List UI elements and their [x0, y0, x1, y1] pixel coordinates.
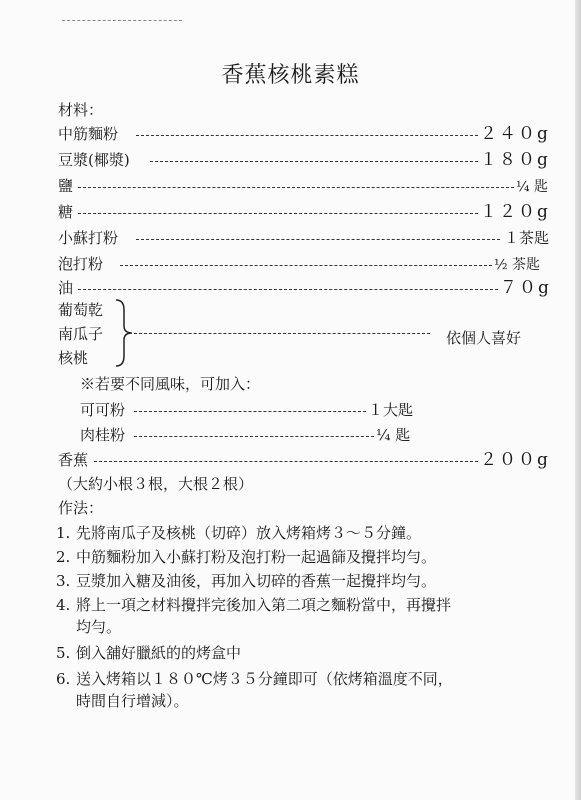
- ingredient-name: 泡打粉: [58, 255, 104, 273]
- optional-note: 依個人喜好: [446, 329, 522, 347]
- leader-line: [78, 213, 478, 214]
- step-text: 中筋麵粉加入小蘇打粉及泡打粉一起過篩及攪拌均勻。: [76, 548, 437, 566]
- ingredient-amount: ¼ 匙: [516, 179, 549, 195]
- method-step: [56, 570, 561, 592]
- paper-edge: [575, 0, 581, 800]
- materials-heading: 材料：: [58, 101, 104, 119]
- leader-line: [150, 161, 478, 162]
- method-heading: 作法：: [58, 499, 104, 517]
- ingredient-name: 小蘇打粉: [58, 229, 119, 247]
- brace-icon: [112, 298, 134, 368]
- step-text: 豆漿加入糖及油後，再加入切碎的香蕉一起攪拌均勻。: [76, 572, 437, 590]
- ingredient-name: 中筋麵粉: [58, 125, 119, 143]
- ingredient-amount: ２４０g: [480, 124, 550, 144]
- method-step: [56, 546, 561, 568]
- ingredient-name: 油: [58, 279, 74, 297]
- ingredient-amount: ７０g: [500, 278, 551, 298]
- step-text: 送入烤箱以１８０℃烤３５分鐘即可（依烤箱溫度不同，: [76, 670, 453, 688]
- step-text: 先將南瓜子及核桃（切碎）放入烤箱烤３～５分鐘。: [76, 524, 422, 542]
- step-number: 5.: [56, 644, 71, 662]
- step-text: 倒入舖好臘紙的的烤盒中: [76, 644, 242, 662]
- optional-item: 南瓜子: [58, 325, 104, 343]
- banana-name: 香蕉: [58, 451, 89, 469]
- ingredient-name: 豆漿(椰漿): [58, 151, 130, 169]
- leader-line: [78, 289, 498, 290]
- step-text-continued: 時間自行增減）。: [76, 692, 189, 710]
- leader-line: [134, 333, 430, 334]
- recipe-title: 香蕉核桃素糕: [221, 63, 360, 88]
- flavor-item-name: 肉桂粉: [80, 426, 126, 444]
- ingredient-amount: １８０g: [480, 150, 550, 170]
- step-text: 將上一項之材料攪拌完後加入第二項之麵粉當中，再攪拌: [76, 596, 452, 614]
- method-step: [56, 522, 561, 544]
- leader-line: [134, 436, 374, 437]
- method-step: [56, 642, 561, 664]
- ingredient-amount: ½ 茶匙: [494, 257, 541, 273]
- flavor-item-amount: ¼ 匙: [376, 426, 411, 444]
- flavor-item-name: 可可粉: [80, 401, 126, 419]
- ingredient-name: 糖: [58, 203, 74, 221]
- leader-line: [94, 461, 478, 462]
- step-text-continued: 均勻。: [76, 618, 122, 636]
- leader-line: [120, 265, 492, 266]
- step-number: 4.: [56, 596, 71, 614]
- banana-note: （大約小根３根，大根２根）: [58, 475, 254, 493]
- leader-line: [134, 411, 366, 412]
- method-step: [56, 594, 561, 638]
- ingredient-name: 鹽: [58, 177, 74, 195]
- optional-item: 葡萄乾: [58, 301, 104, 319]
- step-number: 1.: [56, 524, 71, 542]
- step-number: 2.: [56, 548, 71, 566]
- step-number: 3.: [56, 572, 71, 590]
- flavor-item-amount: １大匙: [368, 401, 414, 419]
- step-number: 6.: [56, 670, 71, 688]
- top-dashed-mark: [62, 20, 182, 21]
- banana-amount: ２００g: [480, 450, 550, 470]
- ingredient-amount: １茶匙: [504, 229, 550, 247]
- ingredient-amount: １２０g: [480, 202, 550, 222]
- leader-line: [136, 135, 478, 136]
- method-step: [56, 668, 561, 712]
- leader-line: [136, 239, 500, 240]
- optional-item: 核桃: [58, 349, 89, 367]
- leader-line: [78, 187, 514, 188]
- flavor-note: ※若要不同風味，可加入：: [80, 375, 261, 393]
